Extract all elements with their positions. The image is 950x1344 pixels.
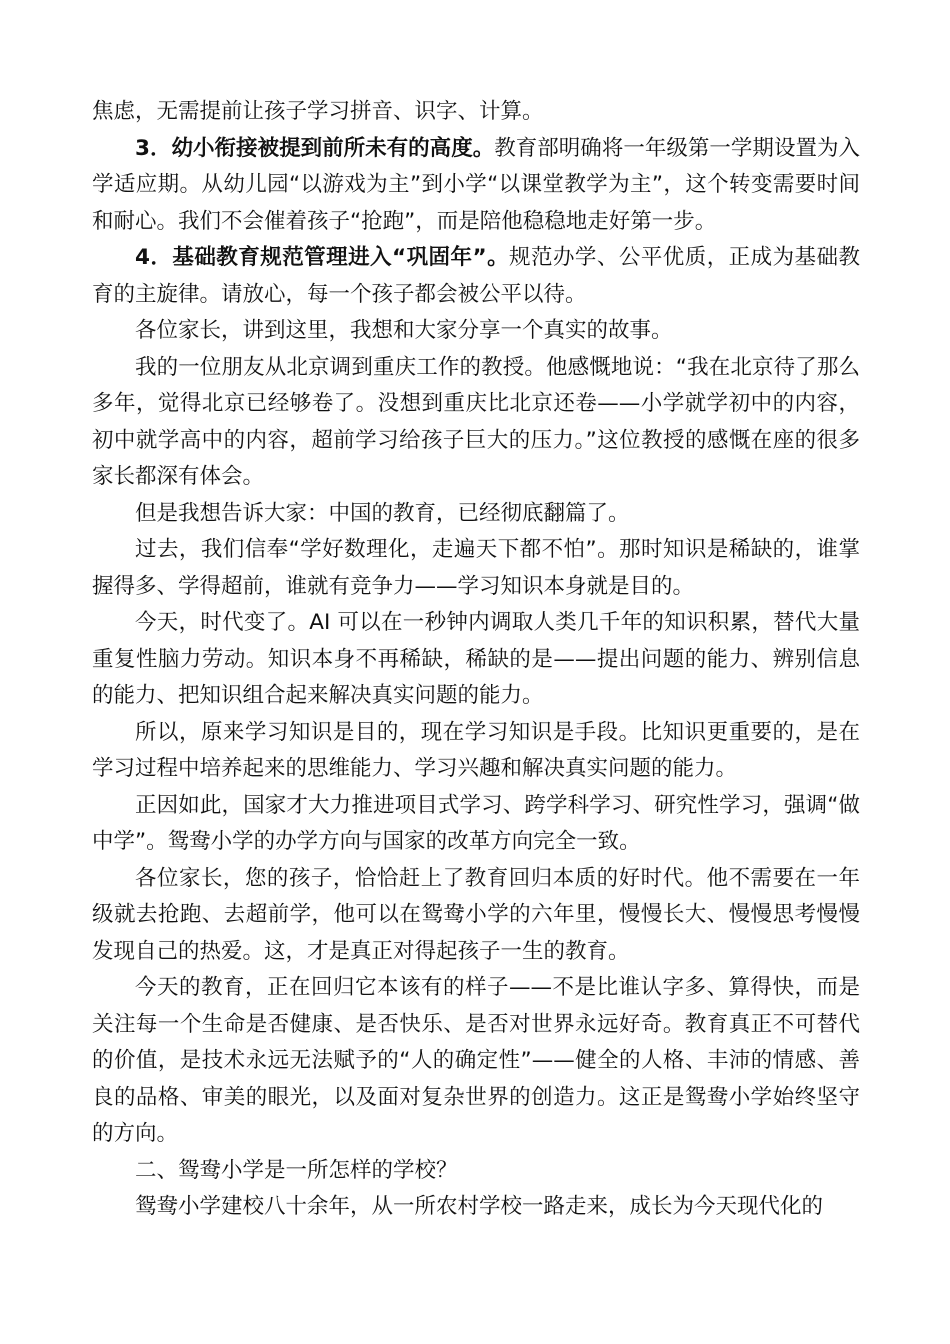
paragraph-text: 今天的教育，正在回归它本该有的样子——不是比谁认字多、算得快，而是关注每一个生命是否健康、是否快乐、是否对世界永远好奇。教育真正不可替代的价值，是技术永远无法赋予的“人的确定性”——健全的人格、丰沛的情感、善良的品格、审美的眼光，以及面对复杂世界的创造力。这正是鸳鸯小学始终坚守的方向。 bbox=[92, 975, 860, 1146]
paragraph bbox=[92, 715, 860, 788]
paragraph-text: 规范办学、公平优质，正成为基础教育的主旋律。请放心，每一个孩子都会被公平以待。 bbox=[92, 245, 860, 307]
paragraph bbox=[92, 605, 860, 715]
paragraph bbox=[92, 313, 860, 350]
paragraph-text: 但是我想告诉大家：中国的教育，已经彻底翻篇了。 bbox=[135, 500, 630, 526]
paragraph bbox=[92, 1189, 860, 1226]
paragraph-point-4 bbox=[92, 240, 860, 313]
paragraph bbox=[92, 788, 860, 861]
paragraph-point-3 bbox=[92, 131, 860, 241]
paragraph-text: 教育部明确将一年级第一学期设置为入学适应期。从幼儿园“以游戏为主”到小学“以课堂教学为主”，这个转变需要时间和耐心。我们不会催着孩子“抢跑”，而是陪他稳稳地走好第一步。 bbox=[92, 135, 860, 234]
paragraph-lead-heading: 4．基础教育规范管理进入“巩固年”。 bbox=[135, 245, 510, 270]
paragraph-continuation bbox=[92, 94, 860, 131]
paragraph-text: 正因如此，国家才大力推进项目式学习、跨学科学习、研究性学习，强调“做中学”。鸳鸯小学的办学方向与国家的改革方向完全一致。 bbox=[92, 792, 860, 854]
paragraph-text: 各位家长，讲到这里，我想和大家分享一个真实的故事。 bbox=[135, 318, 673, 343]
section-heading bbox=[92, 1153, 860, 1190]
paragraph-text: 过去，我们信奉“学好数理化，走遍天下都不怕”。那时知识是稀缺的，谁掌握得多、学得超前，谁就有竞争力——学习知识本身就是目的。 bbox=[92, 537, 860, 599]
paragraph-text: 今天，时代变了。AI 可以在一秒钟内调取人类几千年的知识积累，替代大量重复性脑力劳动。知识本身不再稀缺，稀缺的是——提出问题的能力、辨别信息的能力、把知识组合起来解决真实问题的能力。 bbox=[92, 610, 860, 708]
paragraph-text: 焦虑，无需提前让孩子学习拼音、识字、计算。 bbox=[92, 99, 544, 124]
section-heading-text: 二、鸳鸯小学是一所怎样的学校？ bbox=[135, 1157, 458, 1183]
paragraph-text: 鸳鸯小学建校八十余年，从一所农村学校一路走来，成长为今天现代化的 bbox=[135, 1194, 824, 1219]
paragraph-text: 我的一位朋友从北京调到重庆工作的教授。他感慨地说：“我在北京待了那么多年，觉得北京已经够卷了。没想到重庆比北京还卷——小学就学初中的内容，初中就学高中的内容，超前学习给孩子巨大的压力。”这位教授的感慨在座的很多家长都深有体会。 bbox=[92, 354, 860, 489]
paragraph-text: 所以，原来学习知识是目的，现在学习知识是手段。比知识更重要的，是在学习过程中培养起来的思维能力、学习兴趣和解决真实问题的能力。 bbox=[92, 719, 860, 781]
paragraph bbox=[92, 496, 860, 533]
document-body bbox=[92, 94, 860, 1226]
paragraph bbox=[92, 532, 860, 605]
paragraph-lead-heading: 3．幼小衔接被提到前所未有的高度。 bbox=[135, 135, 495, 161]
paragraph bbox=[92, 350, 860, 496]
paragraph-text: 各位家长，您的孩子，恰恰赶上了教育回归本质的好时代。他不需要在一年级就去抢跑、去超前学，他可以在鸳鸯小学的六年里，慢慢长大、慢慢思考慢慢发现自己的热爱。这，才是真正对得起孩子一生的教育。 bbox=[92, 865, 860, 964]
paragraph bbox=[92, 861, 860, 971]
paragraph bbox=[92, 970, 860, 1153]
